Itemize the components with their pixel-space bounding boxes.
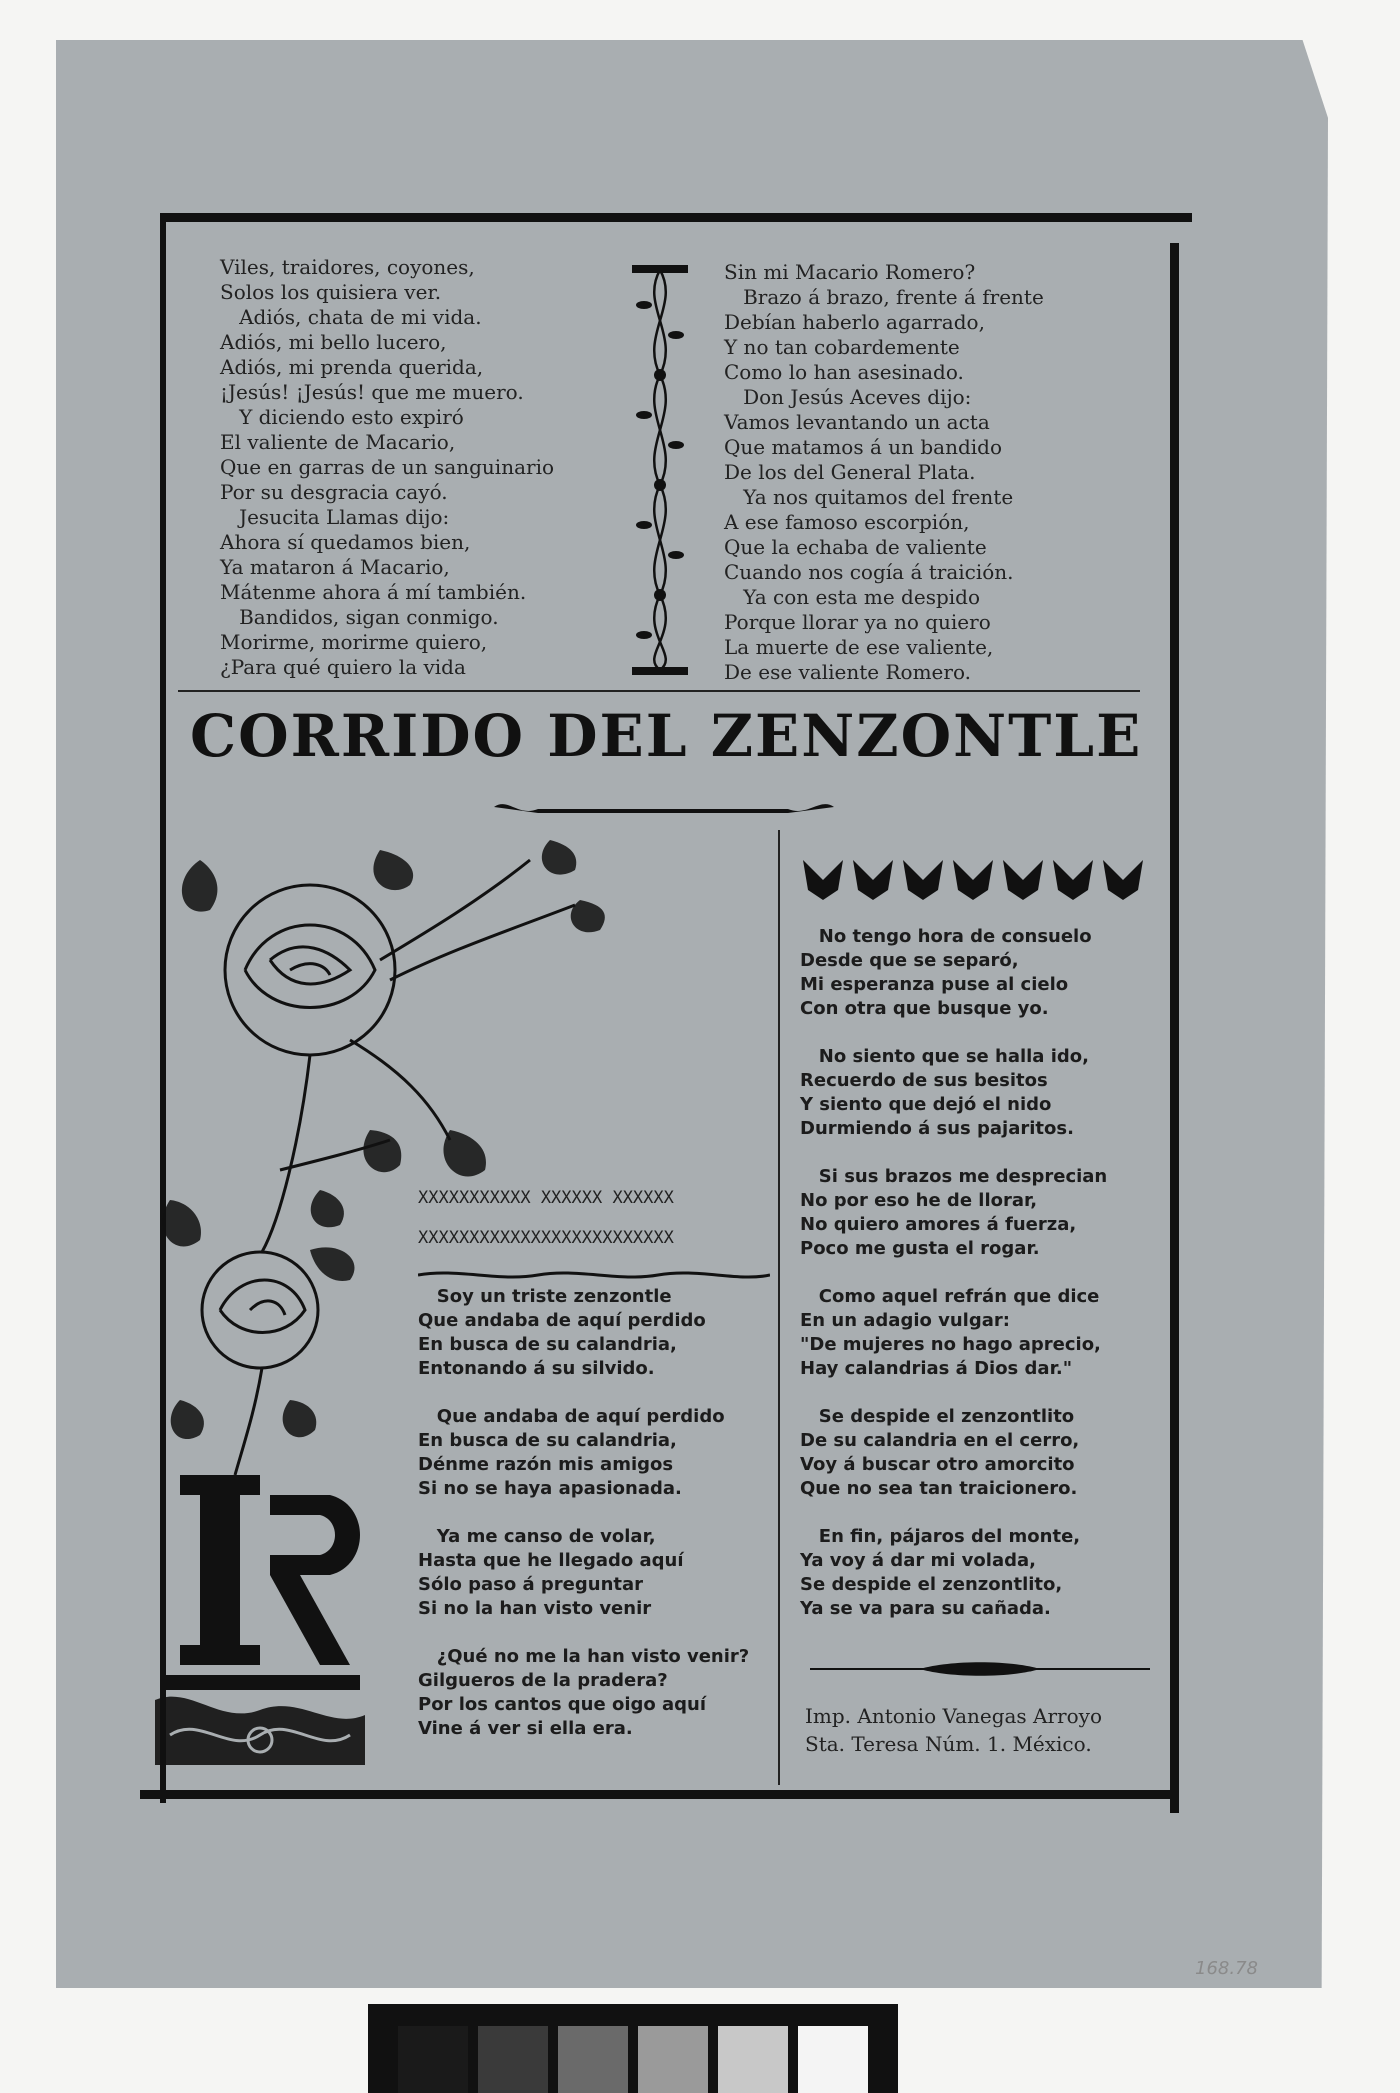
bird-border-icon [798,850,1153,902]
top-poem-right-column: Sin mi Macario Romero? Brazo á brazo, frente á frente Debían haberlo agarrado, Y no tan cobardemente Como lo han asesinado. Don Jesús Aceves dijo: Vamos levantando un acta Que matamos á un bandido De los del General Plata. Ya nos quitamos del frente A ese famoso escorpión, Que la echaba de valiente Cuando nos cogía á traición. Ya con esta me despido Porque llorar ya no quiero La muerte de ese valiente, De ese valiente Romero. [724,260,1044,684]
frame-right-rule [1170,243,1179,1813]
printer-imprint: Imp. Antonio Vanegas Arroyo Sta. Teresa Núm. 1. México. [805,1704,1103,1756]
scale-swatch [558,2026,628,2093]
scale-swatch [398,2026,468,2093]
catalog-number: 168.78 [1195,1958,1258,1979]
ornamental-rule-icon [810,1660,1150,1678]
gray-scale-calibration-bar [368,2004,898,2093]
column-divider [778,830,780,1785]
wavy-rule-icon [418,1268,770,1282]
frame-bottom-rule [140,1790,1170,1799]
scale-swatch [798,2026,868,2093]
corrido-right-column: No tengo hora de consuelo Desde que se separó, Mi esperanza puse al cielo Con otra que busque yo. No siento que se halla ido, Recuerdo de sus besitos Y siento que dejó el nido Durmiendo á sus pajaritos. Si sus brazos me desprecian No por eso he de llorar, No quiero amores á fuerza, Poco me gusta el rogar. Como aquel refrán que dice En un adagio vulgar: "De mujeres no hago aprecio, Hay calandrias á Dios dar." Se despide el zenzontlito De su calandria en el cerro, Voy á buscar otro amorcito Que no sea tan traicionero. En fin, pájaros del monte, Ya voy á dar mi volada, Se despide el zenzontlito, Ya se va para su cañada. [800,926,1108,1619]
decorative-initial-icon [150,1475,370,1775]
swash-rule-icon [488,795,840,819]
x-ornament-row: XXXXXXXXXXXXXXXXXXXXXXXXX [418,1228,674,1248]
scale-swatch [478,2026,548,2093]
section-divider [178,690,1140,692]
scale-swatch [638,2026,708,2093]
top-poem-left-column: Viles, traidores, coyones, Solos los quisiera ver. Adiós, chata de mi vida. Adiós, mi bello lucero, Adiós, mi prenda querida, ¡Jesús! ¡Jesús! que me muero. Y diciendo esto expiró El valiente de Macario, Que en garras de un sanguinario Por su desgracia cayó. Jesucita Llamas dijo: Ahora sí quedamos bien, Ya mataron á Macario, Mátenme ahora á mí también. Bandidos, sigan conmigo. Morirme, morirme quiero, ¿Para qué quiero la vida [220,255,555,679]
scale-swatch [718,2026,788,2093]
corrido-left-column: Soy un triste zenzontle Que andaba de aquí perdido En busca de su calandria, Entonando á su silvido. Que andaba de aquí perdido En busca de su calandria, Dénme razón mis amigos Si no se haya apasionada. Ya me canso de volar, Hasta que he llegado aquí Sólo paso á preguntar Si no la han visto venir ¿Qué no me la han visto venir? Gilgueros de la pradera? Por los cantos que oigo aquí Vine á ver si ella era. [418,1286,750,1739]
page-title: CORRIDO DEL ZENZONTLE [190,702,1143,770]
frame-top-rule [160,213,1192,222]
vertical-floral-ornament-icon [630,265,690,675]
x-ornament-row: XXXXXXXXXXX XXXXXX XXXXXX [418,1188,674,1208]
